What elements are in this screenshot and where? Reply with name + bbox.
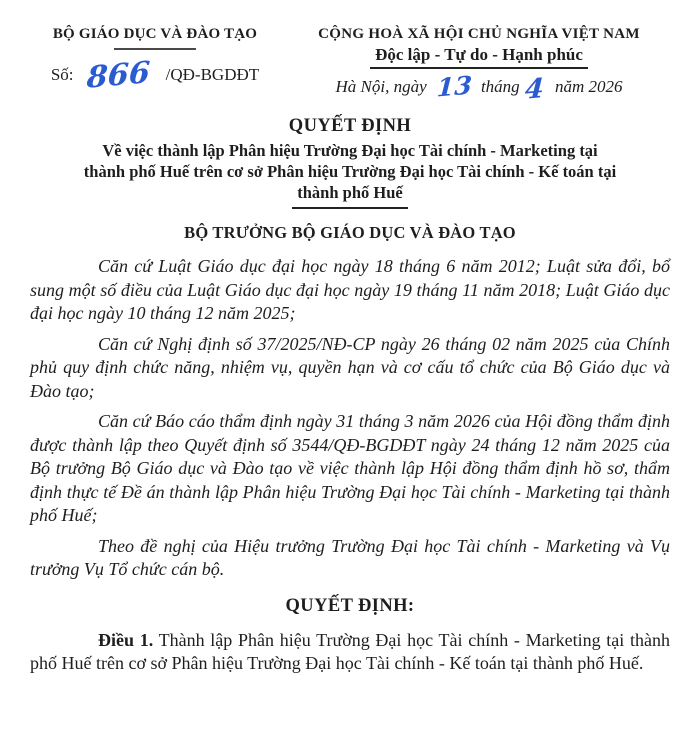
preamble-paragraph: Căn cứ Luật Giáo dục đại học ngày 18 tháng 6 năm 2012; Luật sửa đổi, bổ sung một số điều của Luật Giáo dục đại học ngày 19 tháng 11 năm 2018; Luật Giáo dục đại học ngày 10 tháng 12 năm 2025; (30, 256, 670, 323)
document-header (30, 26, 670, 106)
document-body (30, 255, 670, 676)
preamble-paragraph: Theo đề nghị của Hiệu trưởng Trường Đại học Tài chính - Marketing và Vụ trưởng Vụ Tổ chức cán bộ. (30, 535, 670, 579)
national-motto: Độc lập - Tự do - Hạnh phúc (370, 45, 588, 69)
preamble-paragraph: Căn cứ Báo cáo thẩm định ngày 31 tháng 3 năm 2026 của Hội đồng thẩm định được thành lập theo Quyết định số 3544/QĐ-BGDĐT ngày 24 tháng 12 năm 2025 của Bộ trưởng Bộ Giáo dục và Đào tạo về việc thành lập Hội đồng thẩm định hồ sơ, thẩm định thực tế Đề án thành lập Phân hiệu Trường Đại học Tài chính - Marketing tại thành phố Huế; (30, 411, 670, 525)
document-subject (30, 140, 670, 209)
national-title: CỘNG HOÀ XÃ HỘI CHỦ NGHĨA VIỆT NAM (318, 26, 640, 42)
day-handwritten: 13 (436, 70, 473, 103)
article-1-label: Điều 1. (98, 629, 154, 650)
subject-line-1: Về việc thành lập Phân hiệu Trường Đại học Tài chính - Marketing tại (102, 141, 598, 160)
national-header-block (280, 26, 670, 106)
issuing-agency-block (30, 26, 280, 96)
subject-line-3: thành phố Huế (297, 183, 403, 202)
article-1-text: Thành lập Phân hiệu Trường Đại học Tài chính - Marketing tại thành phố Huế trên cơ sở Phân hiệu Trường Đại học Tài chính - Kế toán tại thành phố Huế. (30, 629, 670, 673)
place-date-line (288, 70, 670, 106)
issuing-authority-heading: BỘ TRƯỞNG BỘ GIÁO DỤC VÀ ĐÀO TẠO (184, 223, 516, 242)
decision-heading: QUYẾT ĐỊNH: (285, 595, 415, 616)
article-1-paragraph (30, 629, 670, 676)
place-date-prefix: Hà Nội, ngày (335, 77, 427, 96)
issuing-agency-name: BỘ GIÁO DỤC VÀ ĐÀO TẠO (52, 26, 258, 42)
document-number-line (30, 55, 280, 96)
year-suffix: năm 2026 (554, 77, 623, 96)
title-block (30, 116, 670, 243)
month-label: tháng (480, 77, 520, 96)
preamble-paragraph: Căn cứ Nghị định số 37/2025/NĐ-CP ngày 26 tháng 02 năm 2025 của Chính phủ quy định chức năng, nhiệm vụ, quyền hạn và cơ cấu tổ chức của Bộ Giáo dục và Đào tạo; (30, 333, 670, 401)
document-number-handwritten: 866 (85, 55, 151, 96)
subject-underline (292, 207, 408, 209)
month-handwritten: 4 (524, 73, 545, 106)
document-number-label: Số: (50, 65, 74, 84)
subject-line-2: thành phố Huế trên cơ sở Phân hiệu Trường Đại học Tài chính - Kế toán tại (83, 162, 617, 181)
document-type-heading: QUYẾT ĐỊNH (288, 116, 412, 136)
issuing-agency-underline (114, 48, 196, 50)
document-number-suffix: /QĐ-BGDĐT (165, 65, 260, 84)
